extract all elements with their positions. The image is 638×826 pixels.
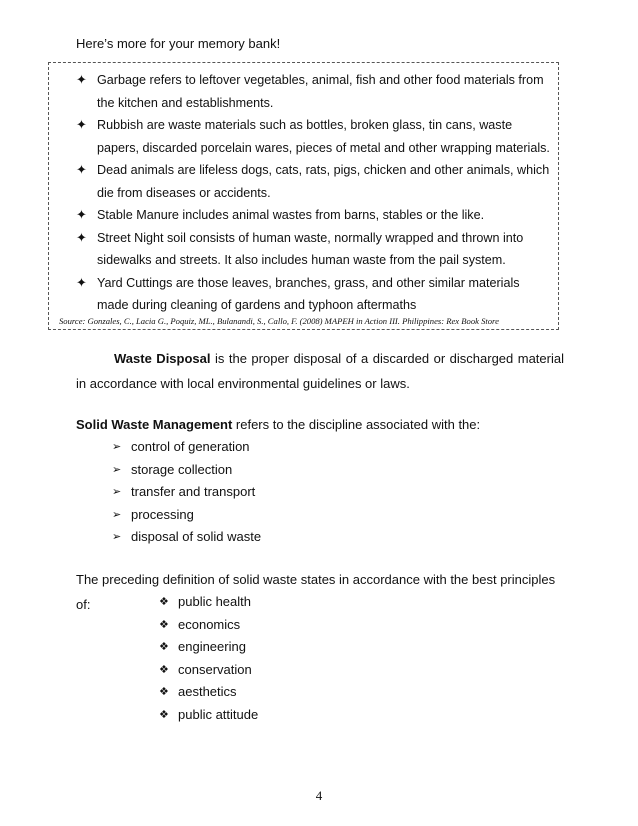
star-bullet-icon: ✦ <box>76 72 87 87</box>
memory-bank-list <box>49 69 558 317</box>
memory-item-text: Garbage refers to leftover vegetables, animal, fish and other food materials from the kitchen and establishments. <box>97 73 544 110</box>
waste-disposal-definition: is the proper disposal of a discarded or discharged material in accordance with local environmental guidelines or laws. <box>76 351 564 391</box>
diamond-bullet-icon: ❖ <box>159 618 169 631</box>
swm-definition: refers to the discipline associated with the: <box>232 417 481 432</box>
memory-item-text: Rubbish are waste materials such as bottles, broken glass, tin cans, waste papers, discarded porcelain wares, pieces of metal and other wrapping materials. <box>97 118 550 155</box>
swm-item-text: processing <box>131 506 194 522</box>
list-item <box>112 459 261 482</box>
waste-disposal-term: Waste Disposal <box>114 351 211 366</box>
list-item <box>49 159 558 204</box>
page-number: 4 <box>315 788 323 803</box>
memory-item-text: Street Night soil consists of human waste, normally wrapped and thrown into sidewalks and streets. It also includes human waste from the pail system. <box>97 230 524 267</box>
list-item <box>159 659 258 682</box>
star-bullet-icon: ✦ <box>76 274 87 290</box>
source-citation: Source: Gonzales, C., Lacia G., Poquiz, ML., Bulanandi, S., Callo, F. (2008) MAPEH in Action III. Philippines: Rex Book Store <box>59 316 499 326</box>
principles-list <box>159 591 258 726</box>
arrow-bullet-icon: ➢ <box>112 463 122 476</box>
list-item <box>112 504 261 527</box>
diamond-bullet-icon: ❖ <box>159 686 169 698</box>
arrow-bullet-icon: ➢ <box>112 486 122 498</box>
list-item <box>159 591 258 614</box>
list-item <box>159 614 258 637</box>
swm-item-text: disposal of solid waste <box>131 529 262 544</box>
list-item <box>159 636 258 659</box>
list-item <box>49 272 558 317</box>
principle-item-text: public health <box>178 594 251 609</box>
principle-item-text: public attitude <box>178 706 259 722</box>
list-item <box>112 436 261 459</box>
swm-item-text: storage collection <box>131 461 233 477</box>
principle-item-text: engineering <box>178 639 246 654</box>
memory-item-text: Yard Cuttings are those leaves, branches, grass, and other similar materials made during cleaning of gardens and typhoon aftermaths <box>97 275 520 312</box>
swm-list <box>112 436 261 549</box>
list-item <box>112 526 261 549</box>
memory-item-text: Dead animals are lifeless dogs, cats, rats, pigs, chicken and other animals, which die from diseases or accidents. <box>97 163 550 200</box>
star-bullet-icon: ✦ <box>76 207 87 222</box>
principle-item-text: aesthetics <box>178 684 237 699</box>
list-item <box>159 681 258 704</box>
principle-item-text: economics <box>178 616 241 632</box>
list-item <box>159 704 258 727</box>
memory-item-text: Stable Manure includes animal wastes from barns, stables or the like. <box>97 208 485 222</box>
list-item <box>49 204 558 227</box>
list-item <box>49 69 558 114</box>
arrow-bullet-icon: ➢ <box>112 531 122 543</box>
diamond-bullet-icon: ❖ <box>159 663 169 676</box>
star-bullet-icon: ✦ <box>76 229 87 245</box>
swm-item-text: transfer and transport <box>131 484 256 499</box>
list-item <box>49 114 558 159</box>
arrow-bullet-icon: ➢ <box>112 441 122 453</box>
swm-item-text: control of generation <box>131 439 250 454</box>
arrow-bullet-icon: ➢ <box>112 508 122 521</box>
list-item <box>112 481 261 504</box>
diamond-bullet-icon: ❖ <box>159 596 169 608</box>
star-bullet-icon: ✦ <box>76 117 87 132</box>
solid-waste-management-paragraph <box>76 412 564 437</box>
intro-text: Here’s more for your memory bank! <box>76 36 281 51</box>
swm-term: Solid Waste Management <box>76 417 233 432</box>
diamond-bullet-icon: ❖ <box>159 708 169 721</box>
star-bullet-icon: ✦ <box>76 162 87 177</box>
principle-item-text: conservation <box>178 661 252 677</box>
principles-intro: The preceding definition of solid waste states in accordance with the best principles of: <box>76 572 556 612</box>
diamond-bullet-icon: ❖ <box>159 641 169 653</box>
waste-disposal-paragraph <box>76 346 564 396</box>
list-item <box>49 227 558 272</box>
memory-bank-box <box>48 62 559 330</box>
